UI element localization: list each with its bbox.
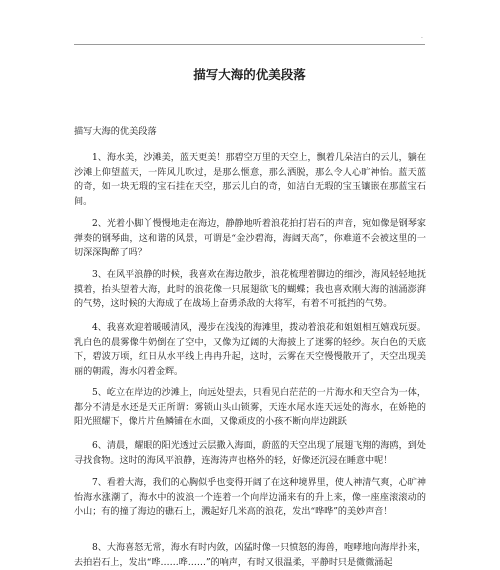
- document-subheading: 描写大海的优美段落: [74, 126, 157, 137]
- paragraph-1: 1、海水美，沙滩美，蓝天更美！那碧空万里的天空上，飘着几朵洁白的云儿，躺在沙滩上仰望蓝天，一阵风儿吹过，是那么惬意，那么洒脱，那么令人心旷神怡。蓝天蓝的奇，如一块无瑕的宝石挂在天空，那云儿白的奇，如洁白无瑕的宝玉镶嵌在那蓝宝石间。: [74, 153, 426, 207]
- paragraph-4: 4、我喜欢迎着暖暖清风，漫步在浅浅的海滩里，拨动着浪花和姐姐相互嬉戏玩耍。乳白色的晨雾像牛奶倒在了空中，又像为辽阔的大海披上了迷雾的轻纱。灰白色的天底下，碧波万顷，红日从水平线上冉冉升起，这时，云雾在天空慢慢散开了，天空出现美丽的朝霞，海水闪着金辉。: [74, 323, 426, 377]
- paragraph-3: 3、在风平浪静的时候，我喜欢在海边散步，浪花梳理着脚边的细沙，海风轻轻地抚摸着，抬头望着大海，此时的浪花像一只展翅欲飞的蝴蝶；我也喜欢刚大海的汹涌澎湃的气势，这时候的大海成了在战场上奋勇杀敌的大将军，有着不可抵挡的气势。: [74, 270, 426, 310]
- paragraph-5: 5、屹立在岸边的沙滩上，向远处望去，只看见白茫茫的一片海水和天空合为一体，都分不清是水还是天正所谓：雾锁山头山锁雾，天连水尾水连天远处的海水，在娇艳的阳光照耀下，像片片鱼鳞铺在水面，又像顽皮的小孩不断向岸边跳跃: [74, 388, 426, 428]
- header-rule: [74, 44, 425, 45]
- paragraph-7: 7、看着大海，我们的心胸似乎也变得开阔了在这种境界里，使人神清气爽，心旷神怡海水涨潮了，海水中的波浪一个连着一个向岸边涌来有的升上来，像一座座滚滚动的小山；有的撞了海边的礁石上，溅起好几米高的浪花，发出“哗哗”的美妙声音！: [74, 478, 426, 518]
- paragraph-8: 8、大海喜怒无常，海水有时内敛，凶猛时像一只愤怒的海兽，咆哮地向海岸扑来，去拍岩石上，发出“哗……哗……”的响声，有时又很温柔，平静时只是微微涌起: [74, 543, 426, 568]
- document-title: 描写大海的优美段落: [193, 67, 306, 82]
- paragraph-2: 2、光着小脚丫慢慢地走在海边，静静地听着浪花拍打岩石的声音，宛如像是钢琴家弹奏的钢琴曲，这和谐的风景，可谓是“金沙碧海，海阔天高”，你难道不会被这里的一切深深陶醉了吗？: [74, 219, 426, 259]
- header-mark: .: [421, 33, 423, 40]
- paragraph-6: 6、清晨，耀眼的阳光透过云层撒入海面，蔚蓝的天空出现了展翅飞翔的海鸥，到处寻找食物。这时的海风平浪静，连海涛声也格外的轻，好像还沉浸在睡意中呢！: [74, 441, 426, 466]
